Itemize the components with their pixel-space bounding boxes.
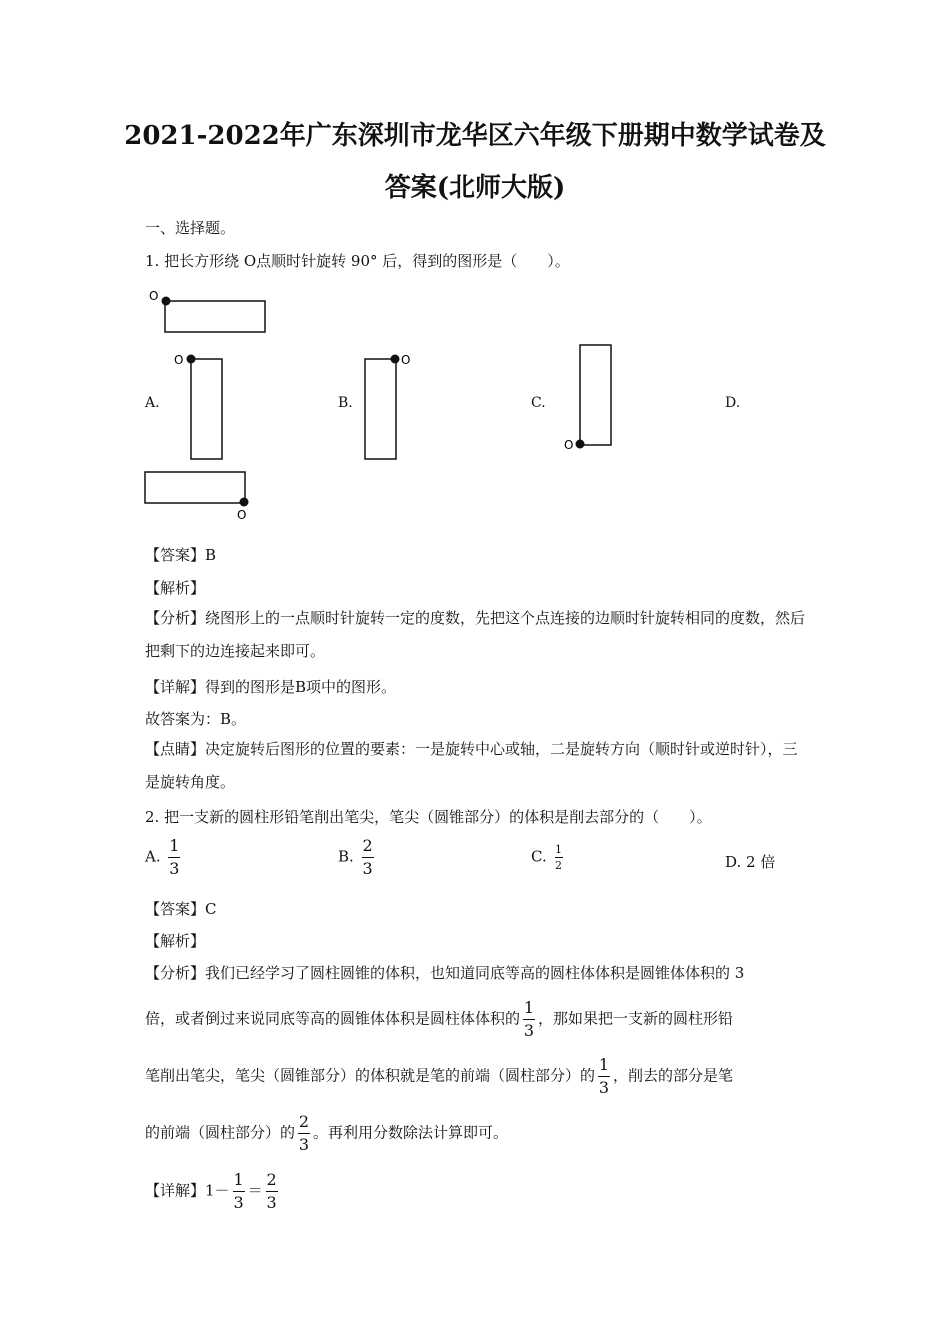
q1-analysis: 【分析】绕图形上的一点顺时针旋转一定的度数，先把这个点连接的边顺时针旋转相同的度数，然后把剩下的边连接起来即可。 xyxy=(145,609,806,660)
fraction-numerator: 1 xyxy=(555,843,562,856)
q2-analysis-line-4 xyxy=(145,1114,508,1153)
option-d-pivot-label: O xyxy=(237,508,247,522)
fraction-numerator: 1 xyxy=(169,836,180,855)
fraction-denominator: 3 xyxy=(298,1135,310,1154)
q2-option-b-fraction xyxy=(362,838,374,877)
analysis-text: 倍，或者倒过来说同底等高的圆锥体体积是圆柱体体积的 xyxy=(145,1009,521,1028)
q1-option-d-label: D. xyxy=(725,395,741,411)
option-d-rectangle xyxy=(145,472,245,503)
fraction-denominator: 3 xyxy=(523,1021,535,1040)
section-heading: 一、选择题。 xyxy=(145,219,236,237)
option-a-rectangle xyxy=(191,359,222,459)
option-c-rectangle xyxy=(580,345,611,445)
q2-option-a xyxy=(145,838,183,877)
fraction-one-third xyxy=(598,1057,610,1096)
q2-option-b-label: B. xyxy=(338,847,354,866)
page-title-line-2: 答案(北师大版) xyxy=(384,173,566,203)
q1-option-d-figure xyxy=(145,470,260,525)
fraction-denominator: 3 xyxy=(169,859,180,878)
q2-option-b xyxy=(338,838,377,877)
analysis-text: 笔削出笔尖，笔尖（圆锥部分）的体积就是笔的前端（圆柱部分）的 xyxy=(145,1066,596,1085)
q1-option-c-figure xyxy=(560,342,620,454)
fraction-two-thirds xyxy=(266,1172,278,1211)
q1-comment: 【点睛】决定旋转后图形的位置的要素：一是旋转中心或轴，二是旋转方向（顺时针或逆时针），三是旋转角度。 xyxy=(145,740,798,791)
fraction-denominator: 3 xyxy=(362,859,373,878)
page-title-line-1: 2021-2022年广东深圳市龙华区六年级下册期中数学试卷及 xyxy=(124,121,826,151)
q1-conclusion: 故答案为：B。 xyxy=(145,710,247,728)
q2-detail-heading: 【详解】 xyxy=(145,1181,206,1200)
q1-original-figure xyxy=(145,285,275,340)
q1-option-b-figure xyxy=(360,350,415,462)
q2-option-c-fraction xyxy=(555,844,563,871)
fraction-denominator: 3 xyxy=(266,1193,277,1212)
q2-option-c xyxy=(531,844,566,871)
q2-analysis-heading: 【解析】 xyxy=(145,932,206,950)
q2-stem: 2. 把一支新的圆柱形铅笔削出笔尖，笔尖（圆锥部分）的体积是削去部分的（ ）。 xyxy=(145,808,712,826)
option-c-pivot xyxy=(576,440,585,449)
fraction-numerator: 2 xyxy=(266,1170,277,1189)
q1-analysis-heading: 【解析】 xyxy=(145,579,206,597)
option-a-pivot xyxy=(187,355,196,364)
option-b-rectangle xyxy=(365,359,396,459)
fraction-numerator: 1 xyxy=(523,998,535,1017)
option-a-pivot-label: O xyxy=(174,353,184,367)
q2-answer: 【答案】C xyxy=(145,900,217,918)
q2-option-a-fraction xyxy=(168,838,180,877)
pivot-label: O xyxy=(149,289,159,303)
q1-answer: 【答案】B xyxy=(145,546,217,564)
fraction-two-thirds xyxy=(298,1114,310,1153)
fraction-numerator: 1 xyxy=(598,1055,610,1074)
expression-part: 1－ xyxy=(205,1181,230,1200)
fraction-one-third xyxy=(233,1172,245,1211)
fraction-denominator: 3 xyxy=(598,1078,610,1097)
q2-option-a-label: A. xyxy=(145,847,161,866)
q1-stem: 1. 把长方形绕 O点顺时针旋转 90° 后，得到的图形是（ ）。 xyxy=(145,252,570,270)
fraction-one-third xyxy=(523,1000,535,1039)
q2-option-c-label: C. xyxy=(531,847,547,866)
q2-detail xyxy=(145,1172,281,1211)
fraction-denominator: 2 xyxy=(555,859,562,872)
analysis-text: 。再利用分数除法计算即可。 xyxy=(313,1123,509,1142)
analysis-text: 的前端（圆柱部分）的 xyxy=(145,1123,296,1142)
q1-detail: 【详解】得到的图形是B项中的图形。 xyxy=(145,678,397,696)
expression-equals: ＝ xyxy=(247,1181,263,1200)
q2-analysis-line-1: 【分析】我们已经学习了圆柱圆锥的体积，也知道同底等高的圆柱体体积是圆锥体体积的 3 xyxy=(145,964,745,982)
fraction-denominator: 3 xyxy=(233,1193,244,1212)
option-b-pivot-label: O xyxy=(401,353,411,367)
option-d-pivot xyxy=(240,498,249,507)
option-c-pivot-label: O xyxy=(564,438,574,452)
original-rectangle xyxy=(165,301,265,332)
q1-option-b-label: B. xyxy=(338,395,353,411)
q1-option-a-figure xyxy=(170,350,230,462)
analysis-text: ，削去的部分是笔 xyxy=(613,1066,734,1085)
q1-option-c-label: C. xyxy=(531,395,546,411)
q2-analysis-line-2 xyxy=(145,1000,733,1039)
q2-option-d: D. 2 倍 xyxy=(725,853,776,871)
analysis-text: ，那如果把一支新的圆柱形铅 xyxy=(538,1009,734,1028)
fraction-numerator: 2 xyxy=(298,1112,310,1131)
q1-option-a-label: A. xyxy=(145,395,160,411)
option-b-pivot xyxy=(391,355,400,364)
fraction-numerator: 2 xyxy=(362,836,373,855)
q2-analysis-line-3 xyxy=(145,1057,733,1096)
pivot-point xyxy=(162,297,171,306)
fraction-numerator: 1 xyxy=(233,1170,244,1189)
